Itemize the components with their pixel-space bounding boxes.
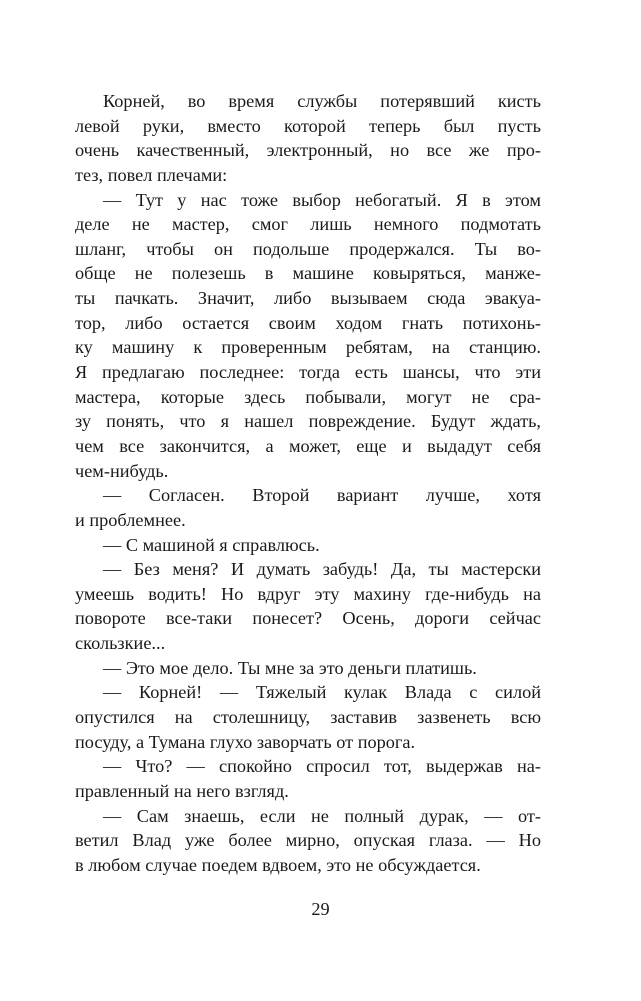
text-line: очень качественный, электронный, но все же про- [75, 140, 541, 161]
text-line: чем все закончится, а может, еще и выдадут себя [75, 435, 541, 456]
text-line: левой руки, вместо которой теперь был пусть [75, 115, 541, 136]
body-text [75, 89, 541, 878]
text-line: скользкие... [75, 633, 166, 654]
text-line: Корней, во время службы потерявший кисть [103, 91, 541, 111]
text-line: — Сам знаешь, если не полный дурак, — от- [103, 805, 541, 826]
text-line: — Без меня? И думать забудь! Да, ты мастерски [103, 559, 541, 580]
text-line: — Это мое дело. Ты мне за это деньги платишь. [103, 657, 477, 678]
text-line: посуду, а Тумана глухо заворчать от порога. [75, 731, 416, 752]
text-line: опустился на столешницу, заставив зазвенеть всю [75, 707, 541, 728]
text-line: ку машину к проверенным ребятам, на станцию. [75, 337, 541, 358]
text-line: — Согласен. Второй вариант лучше, хотя [103, 485, 541, 506]
text-line: ты пачкать. Значит, либо вызываем сюда эвакуа- [75, 288, 541, 309]
text-line: ветил Влад уже более мирно, опуская глаза. — Но [75, 830, 541, 851]
text-line: повороте все-таки понесет? Осень, дороги сейчас [75, 608, 541, 629]
text-line: тез, повел плечами: [75, 164, 228, 185]
text-line: в любом случае поедем вдвоем, это не обсуждается. [75, 854, 481, 875]
page-number: 29 [311, 899, 330, 919]
text-line: чем-нибудь. [75, 460, 169, 481]
text-line: — С машиной я справлюсь. [103, 534, 320, 555]
text-line: правленный на него взгляд. [75, 780, 289, 801]
text-line: и проблемнее. [75, 509, 186, 530]
text-line: шланг, чтобы он подольше продержался. Ты во- [75, 238, 541, 259]
text-line: мастера, которые здесь побывали, могут не сра- [75, 386, 541, 407]
text-line: — Что? — спокойно спросил тот, выдержав на- [103, 756, 541, 777]
text-line: обще не полезешь в машине ковыряться, манже- [75, 263, 541, 284]
text-line: Я предлагаю последнее: тогда есть шансы, что эти [75, 362, 541, 383]
text-line: умеешь водить! Но вдруг эту махину где-нибудь на [75, 583, 541, 604]
text-line: зу понять, что я нашел повреждение. Будут ждать, [75, 411, 541, 432]
text-line: деле не мастер, смог лишь немного подмотать [75, 214, 541, 235]
text-line: — Корней! — Тяжелый кулак Влада с силой [103, 682, 541, 703]
text-line: — Тут у нас тоже выбор небогатый. Я в этом [103, 189, 541, 210]
text-line: тор, либо остается своим ходом гнать потихонь- [75, 312, 541, 333]
